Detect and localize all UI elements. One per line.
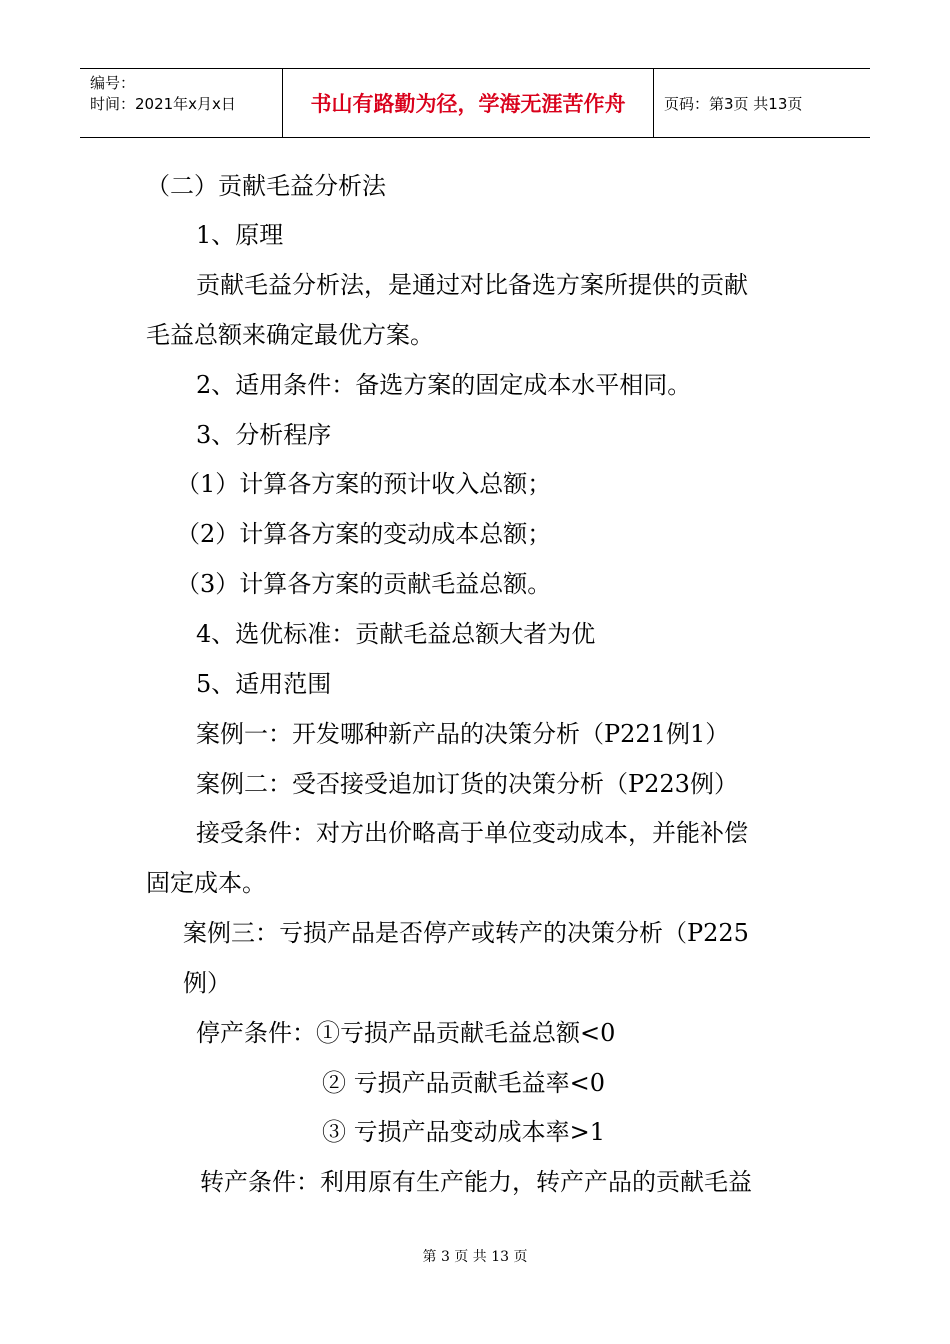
header-number: 编号： [90,74,136,92]
paragraph-line: 固定成本。 [146,869,266,897]
header-page-code: 页码：第3页 共13页 [664,94,803,113]
header-motto: 书山有路勤为径，学海无涯苦作舟 [283,69,654,137]
case-line: 案例一：开发哪种新产品的决策分析（P221例1） [196,720,730,748]
paragraph-line: 毛益总额来确定最优方案。 [146,321,434,349]
subheading-procedure: 3、分析程序 [196,421,332,449]
case-line: 案例三：亏损产品是否停产或转产的决策分析（P225 [183,919,749,947]
paragraph-line: 2、适用条件：备选方案的固定成本水平相同。 [196,371,692,399]
header-time: 时间：2021年x月x日 [90,95,236,113]
condition-line: ② 亏损产品贡献毛益率<0 [322,1069,606,1097]
paragraph-line: 贡献毛益分析法，是通过对比备选方案所提供的贡献 [196,271,748,299]
condition-line: ③ 亏损产品变动成本率>1 [322,1118,606,1146]
header-meta [80,69,283,137]
page-footer: 第 3 页 共 13 页 [422,1249,528,1265]
paragraph-line: 接受条件：对方出价略高于单位变动成本，并能补偿 [196,819,748,847]
subheading-principle: 1、原理 [196,221,284,249]
case-line: 案例二：受否接受追加订货的决策分析（P223例） [196,770,738,798]
section-heading: （二）贡献毛益分析法 [146,172,386,200]
page-header [80,68,870,138]
paragraph-line: 4、选优标准：贡献毛益总额大者为优 [196,620,596,648]
subheading-scope: 5、适用范围 [196,670,332,698]
list-item: （3）计算各方案的贡献毛益总额。 [176,570,552,598]
case-line: 例） [183,969,231,997]
paragraph-line: 转产条件：利用原有生产能力，转产产品的贡献毛益 [200,1168,752,1196]
list-item: （1）计算各方案的预计收入总额； [176,470,552,498]
list-item: （2）计算各方案的变动成本总额； [176,520,552,548]
condition-line: 停产条件：①亏损产品贡献毛益总额<0 [196,1019,616,1047]
